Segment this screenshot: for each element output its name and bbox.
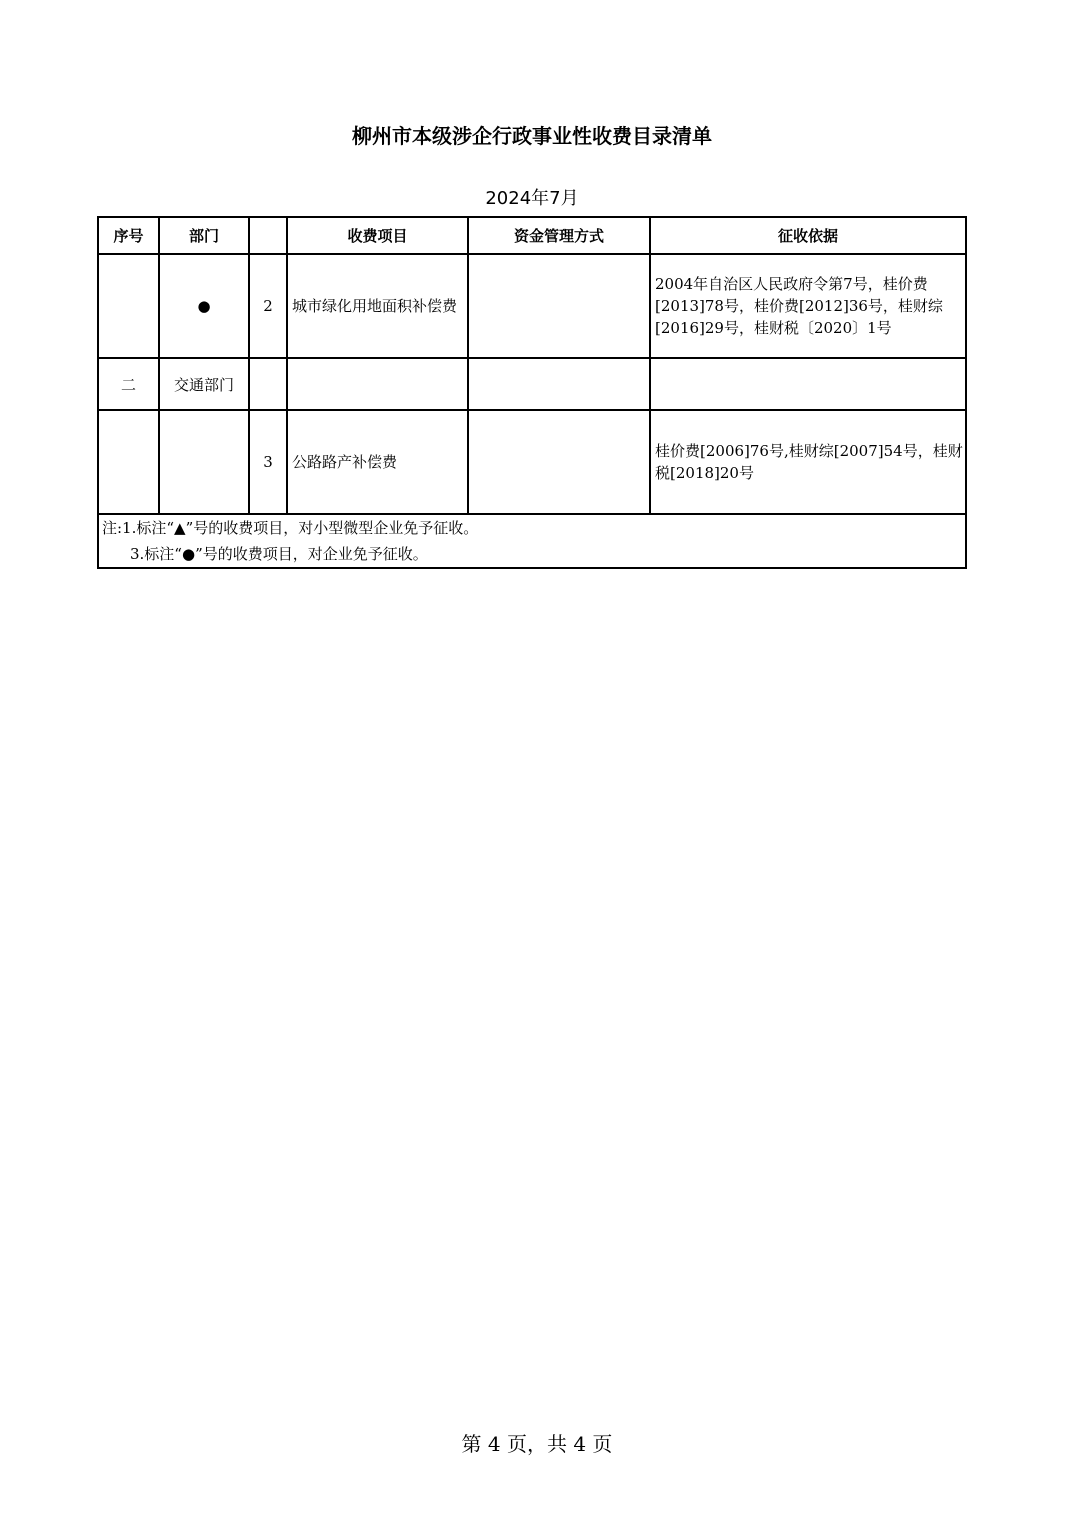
table-row <box>98 254 966 358</box>
notes-row <box>98 514 966 568</box>
date-subtitle: 2024年7月 <box>485 188 579 209</box>
cell-item <box>287 358 468 410</box>
cell-item: 公路路产补偿费 <box>287 410 468 514</box>
cell-basis: 桂价费[2006]76号,桂财综[2007]54号，桂财税[2018]20号 <box>650 410 966 514</box>
cell-dept: 交通部门 <box>159 358 249 410</box>
cell-fund <box>468 410 650 514</box>
header-num <box>249 217 287 254</box>
cell-item: 城市绿化用地面积补偿费 <box>287 254 468 358</box>
cell-dept <box>159 410 249 514</box>
table-header-row <box>98 217 966 254</box>
header-dept: 部门 <box>159 217 249 254</box>
header-fund: 资金管理方式 <box>468 217 650 254</box>
table-row <box>98 358 966 410</box>
cell-seq <box>98 254 159 358</box>
cell-num <box>249 358 287 410</box>
notes-cell <box>98 514 966 568</box>
note-line-1: 注:1.标注“▲”号的收费项目，对小型微型企业免予征收。 <box>102 519 479 537</box>
cell-num: 3 <box>249 410 287 514</box>
cell-dept-marker: ● <box>159 254 249 358</box>
page-title: 柳州市本级涉企行政事业性收费目录清单 <box>352 124 712 148</box>
cell-basis: 2004年自治区人民政府令第7号，桂价费[2013]78号，桂价费[2012]36号，桂财综[2016]29号，桂财税〔2020〕1号 <box>650 254 966 358</box>
note-line-2: 3.标注“●”号的收费项目，对企业免予征收。 <box>130 545 428 563</box>
page-footer: 第 4 页，共 4 页 <box>461 1432 613 1456</box>
cell-fund <box>468 254 650 358</box>
cell-seq: 二 <box>98 358 159 410</box>
cell-basis <box>650 358 966 410</box>
cell-num: 2 <box>249 254 287 358</box>
cell-fund <box>468 358 650 410</box>
fee-table <box>97 216 967 569</box>
table-row <box>98 410 966 514</box>
header-item: 收费项目 <box>287 217 468 254</box>
header-basis: 征收依据 <box>650 217 966 254</box>
cell-seq <box>98 410 159 514</box>
header-seq: 序号 <box>98 217 159 254</box>
